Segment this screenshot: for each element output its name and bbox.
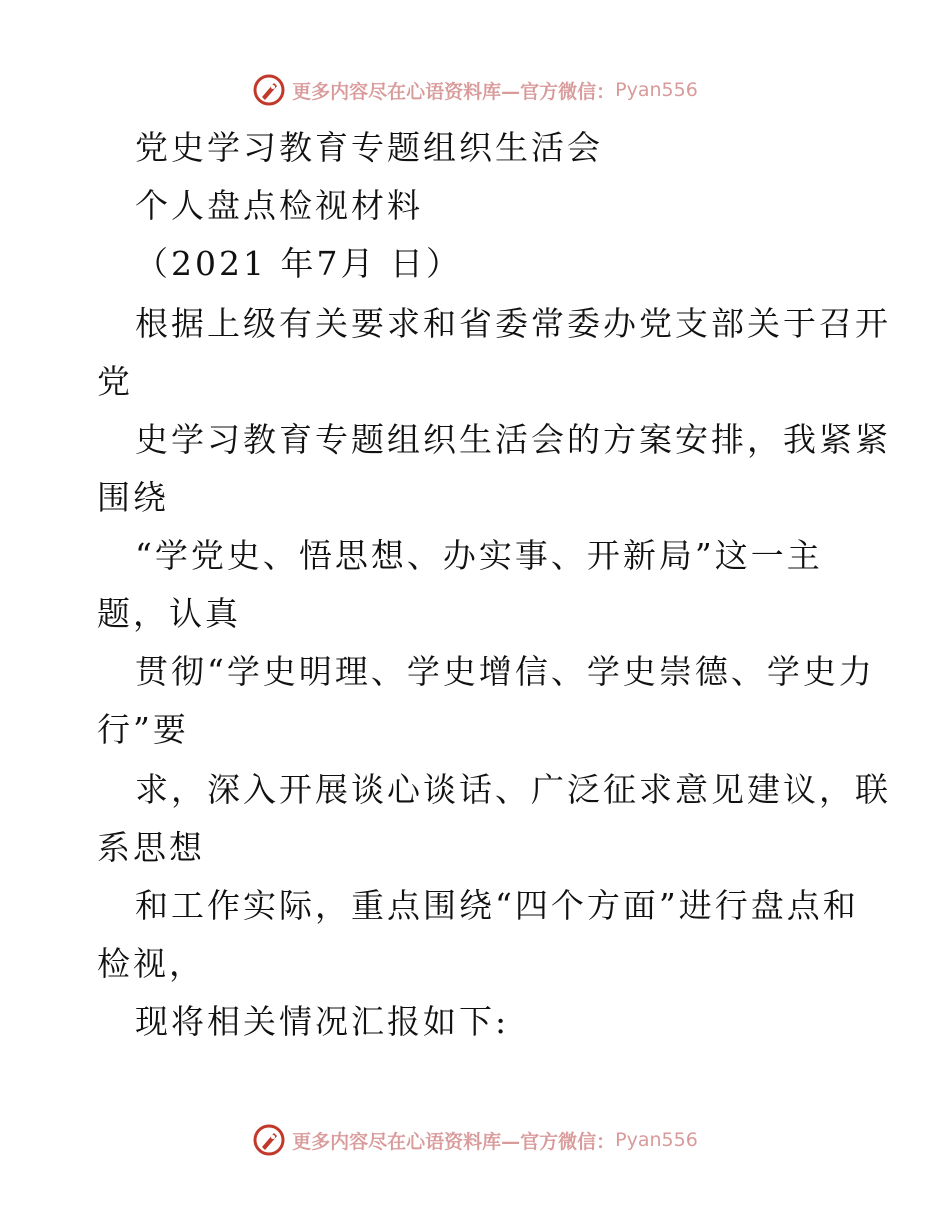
body-line: 党	[97, 362, 133, 401]
body-line: “学党史、悟思想、办实事、开新局”这一主	[135, 536, 823, 575]
watermark-wechat-id: Pyan556	[615, 79, 698, 101]
body-line: 现将相关情况汇报如下:	[135, 1002, 510, 1041]
body-line: 根据上级有关要求和省委常委办党支部关于召开	[135, 304, 891, 343]
watermark-text: 更多内容尽在心语资料库—官方微信：	[292, 1130, 616, 1153]
body-line: 贯彻“学史明理、学史增信、学史崇德、学史力	[135, 652, 875, 691]
header-watermark	[0, 70, 950, 110]
body-line: 题，认真	[97, 594, 241, 633]
document-title-line-1: 党史学习教育专题组织生活会	[135, 128, 603, 167]
footer-watermark	[0, 1120, 950, 1160]
pen-nib-seal-icon	[252, 1123, 286, 1157]
document-title-line-2: 个人盘点检视材料	[135, 186, 423, 225]
pen-nib-seal-icon	[252, 73, 286, 107]
body-line: 行”要	[97, 710, 189, 749]
body-line: 检视，	[97, 944, 205, 983]
body-line: 系思想	[97, 828, 205, 867]
document-date-line: （2021 年7月 日）	[135, 244, 462, 283]
body-line: 和工作实际，重点围绕“四个方面”进行盘点和	[135, 886, 859, 925]
watermark-text: 更多内容尽在心语资料库—官方微信：	[292, 80, 616, 103]
body-line: 围绕	[97, 478, 169, 517]
watermark-wechat-id: Pyan556	[615, 1129, 698, 1151]
body-line: 史学习教育专题组织生活会的方案安排，我紧紧	[135, 420, 891, 459]
body-line: 求，深入开展谈心谈话、广泛征求意见建议，联	[135, 770, 891, 809]
